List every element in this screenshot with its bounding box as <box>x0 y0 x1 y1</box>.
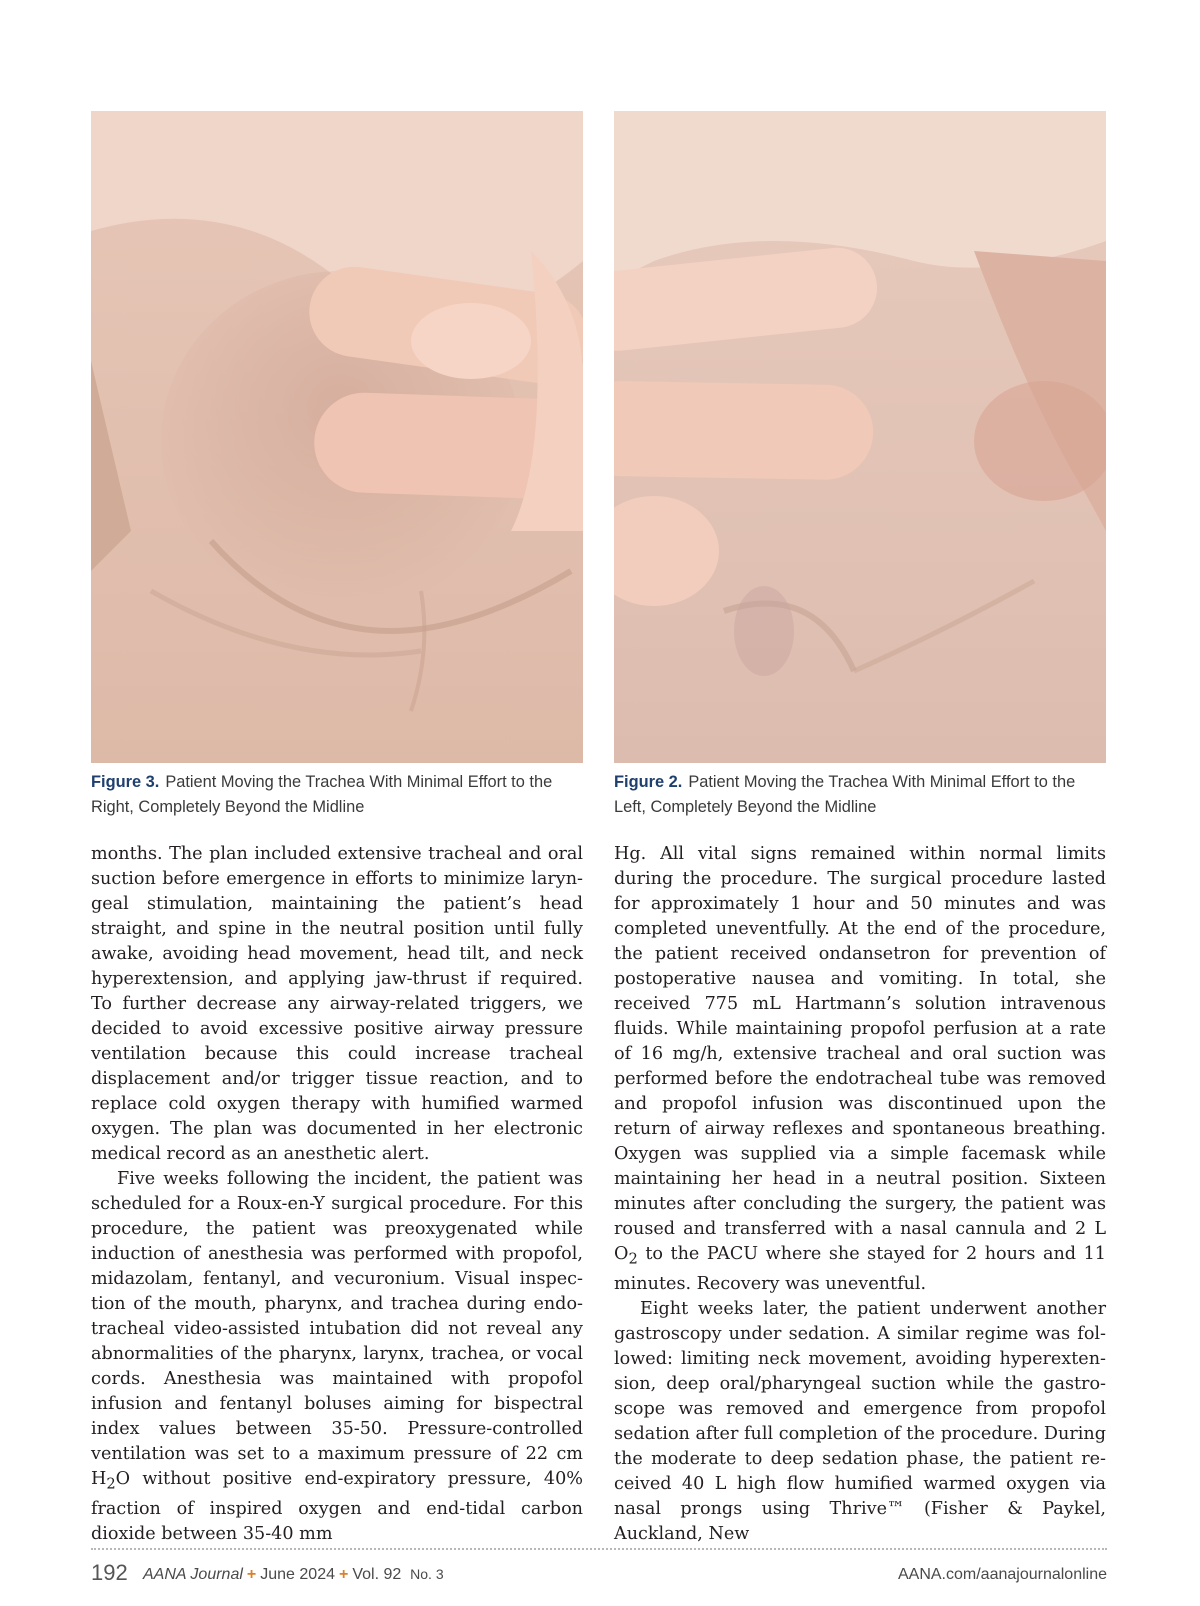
issue-number: No. 3 <box>410 1566 444 1582</box>
figure-3-caption-text: Patient Moving the Trachea With Minimal Effort to the Right, Completely Beyond the Midline <box>91 773 553 816</box>
paragraph-text: Five weeks following the incident, the patient was scheduled for a Roux-en-Y surgical procedure. For this procedure, the patient was preoxygenated while induction of anesthesia was performed with propofol, midazolam, fentanyl, and vecuronium. Visual inspection of the mouth, pharynx, and trachea during endotracheal video-assisted intubation did not reveal any abnormalities of the pharynx, larynx, trachea, or vocal cords. Anesthesia was maintained with propofol infusion and fentanyl boluses aiming for bispectral index values between 35-50. Pressure-controlled ventilation was set to a maximum pressure of 22 cm H <box>91 1169 583 1489</box>
page-footer <box>91 1560 1107 1590</box>
cross-separator-icon: + <box>246 1566 257 1583</box>
neck-photo-right-displacement <box>91 111 583 763</box>
volume: Vol. 92 <box>352 1566 402 1583</box>
figure-2-caption-text: Patient Moving the Trachea With Minimal Effort to the Left, Completely Beyond the Midline <box>614 773 1076 816</box>
cross-separator-icon: + <box>338 1566 349 1583</box>
paragraph-text: O without positive end-expiratory pressure, 40% fraction of inspired oxygen and end-tidal carbon dioxide between 35-40 mm <box>91 1469 583 1544</box>
page-number: 192 <box>91 1560 128 1585</box>
paragraph: months. The plan included extensive tracheal and oral suction before emergence in efforts to minimize laryngeal stimulation, maintaining the patient’s head straight, and spine in the neutral position until fully awake, avoiding head movement, head tilt, and neck hyperextension, and applying jaw-thrust if required. To further decrease any airway-related triggers, we decided to avoid excessive positive airway pressure ventilation because this could increase tracheal displacement and/or trigger tissue reaction, and to replace cold oxygen therapy with humified warmed oxygen. The plan was documented in her electronic medical record as an anesthetic alert. <box>91 844 583 1164</box>
paragraph <box>91 1167 583 1547</box>
figure-2-photo <box>614 111 1106 763</box>
issue-date: June 2024 <box>260 1566 335 1583</box>
figure-2-label: Figure 2. <box>614 773 683 791</box>
journal-name: AANA Journal <box>143 1566 243 1583</box>
right-text-column <box>614 842 1106 1547</box>
left-text-column <box>91 842 583 1547</box>
paragraph-text: to the PACU where she stayed for 2 hours and 11 minutes. Recovery was uneventful. <box>614 1244 1106 1294</box>
subscript: 2 <box>106 1475 116 1493</box>
figure-3-photo <box>91 111 583 763</box>
footer-divider <box>91 1548 1107 1550</box>
figure-3-caption <box>91 770 583 820</box>
figure-2-caption <box>614 770 1106 820</box>
paragraph: Eight weeks later, the patient underwent another gastroscopy under sedation. A similar regime was followed: limiting neck movement, avoiding hyperextension, deep oral/pharyngeal suction while the gastroscope was removed and emergence from propofol sedation after full completion of the procedure. During the moderate to deep sedation phase, the patient received 40 L high flow humified warmed oxygen via nasal prongs using Thrive™ (Fisher & Paykel, Auckland, New <box>614 1298 1106 1544</box>
paragraph <box>614 842 1106 1297</box>
neck-photo-left-displacement <box>614 111 1106 763</box>
journal-citation <box>143 1566 444 1584</box>
subscript: 2 <box>628 1250 638 1268</box>
paragraph-text: Hg. All vital signs remained within normal limits during the procedure. The surgical procedure lasted for approximately 1 hour and 50 minutes and was completed uneventfully. At the end of the procedure, the patient received ondansetron for prevention of postoperative nausea and vomiting. In total, she received 775 mL Hartmann’s solution intravenous fluids. While maintaining propofol perfusion at a rate of 16 mg/h, extensive tracheal and oral suction was performed before the endotracheal tube was removed and propofol infusion was discontinued upon the return of airway reflexes and spontaneous breathing. Oxygen was supplied via a simple facemask while maintaining her head in a neutral position. Sixteen minutes after concluding the surgery, the patient was roused and transferred with a nasal cannula and 2 L O <box>614 844 1106 1264</box>
figure-3-label: Figure 3. <box>91 773 160 791</box>
journal-url[interactable]: AANA.com/aanajournalonline <box>897 1566 1107 1583</box>
